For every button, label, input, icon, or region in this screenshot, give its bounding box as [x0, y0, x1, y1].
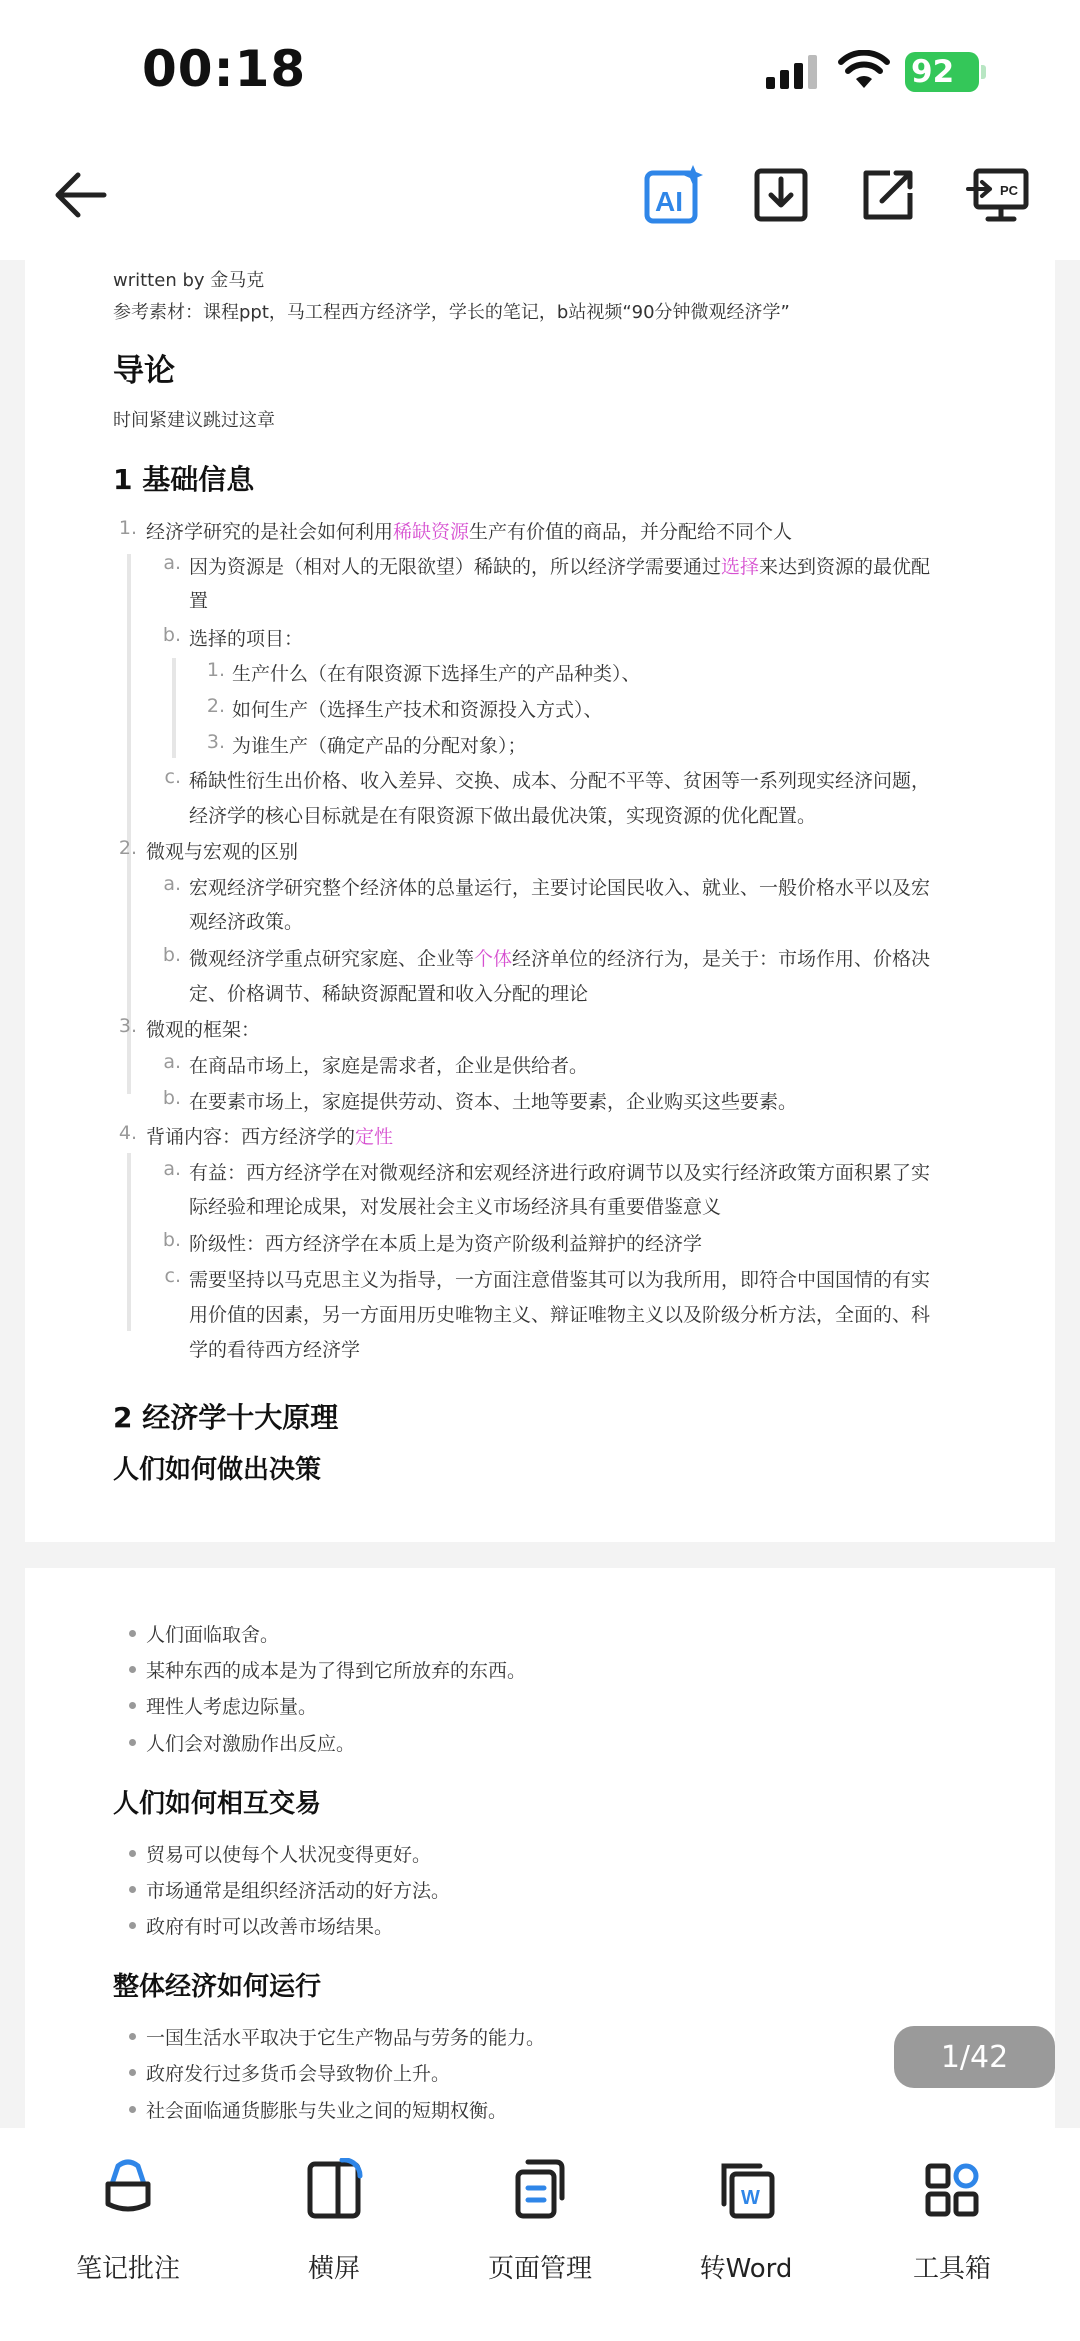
status-time: 00:18	[142, 40, 307, 98]
list-item: 在商品市场上，家庭是需求者，企业是供给者。	[189, 1055, 589, 1077]
list-item: 微观与宏观的区别	[146, 841, 299, 863]
battery-level: 92	[911, 54, 955, 90]
toolbox-label: 工具箱	[912, 2254, 991, 2284]
bullet	[129, 2069, 136, 2076]
subsection-heading: 人们如何做出决策	[113, 1455, 322, 1485]
bottom-toolbar	[0, 2128, 1080, 2341]
annotate-icon	[98, 2158, 158, 2220]
list-marker: a.	[163, 552, 181, 574]
list-item: 微观的框架：	[146, 1019, 261, 1041]
svg-text:AI: AI	[655, 186, 683, 217]
highlight-text: 稀缺资源	[393, 521, 470, 543]
list-item-cont: 置	[189, 590, 209, 612]
send-to-pc-button[interactable]	[963, 160, 1033, 230]
bullet	[129, 1850, 136, 1857]
toolbox-button[interactable]	[852, 2158, 1052, 2308]
list-item-cont: 经济学的核心目标就是在有限资源下做出最优决策，实现资源的优化配置。	[189, 805, 817, 827]
list-item: 有益：西方经济学在对微观经济和宏观经济进行政府调节以及实行经济政策方面积累了实	[189, 1162, 931, 1184]
list-marker: b.	[162, 944, 181, 966]
list-item: 人们会对激励作出反应。	[146, 1733, 356, 1755]
list-marker: b.	[162, 1229, 181, 1251]
top-toolbar	[0, 140, 1080, 260]
list-item: 如何生产（选择生产技术和资源投入方式）、	[232, 699, 603, 721]
share-icon	[860, 167, 916, 223]
bullet	[129, 2106, 136, 2113]
indent-guide	[127, 554, 131, 1094]
list-marker: 1.	[118, 517, 137, 539]
list-item: 需要坚持以马克思主义为指导，一方面注意借鉴其可以为我所用，即符合中国国情的有实	[189, 1269, 931, 1291]
section-2-heading: 2 经济学十大原理	[113, 1401, 339, 1434]
subsection-heading: 人们如何相互交易	[113, 1789, 322, 1819]
list-item: 经济学研究的是社会如何利用稀缺资源生产有价值的商品，并分配给不同个人	[146, 521, 793, 543]
ai-button[interactable]	[638, 160, 708, 230]
bullet	[129, 1666, 136, 1673]
ai-sparkle-icon	[641, 163, 705, 227]
indent-guide	[127, 1153, 131, 1331]
intro-note: 时间紧建议跳过这章	[113, 410, 275, 431]
bullet	[129, 1886, 136, 1893]
list-marker: c.	[164, 766, 181, 788]
highlight-text: 个体	[474, 948, 513, 970]
list-item: 稀缺性衍生出价格、收入差异、交换、成本、分配不平等、贫困等一系列现实经济问题，	[189, 770, 931, 792]
convert-word-icon	[716, 2158, 776, 2220]
highlight-text: 定性	[355, 1126, 394, 1148]
convert-word-button[interactable]	[646, 2158, 846, 2308]
arrow-left-icon	[52, 171, 108, 219]
landscape-label: 横屏	[307, 2254, 360, 2284]
list-item: 宏观经济学研究整个经济体的总量运行，主要讨论国民收入、就业、一般价格水平以及宏	[189, 877, 931, 899]
annotate-label: 笔记批注	[75, 2254, 180, 2284]
highlight-text: 选择	[721, 556, 760, 578]
list-item: 在要素市场上，家庭提供劳动、资本、土地等要素，企业购买这些要素。	[189, 1091, 798, 1113]
list-item: 阶级性：西方经济学在本质上是为资产阶级利益辩护的经济学	[189, 1233, 703, 1255]
list-item-cont: 观经济政策。	[189, 911, 304, 933]
rotate-landscape-icon	[304, 2158, 364, 2220]
document-page-1	[25, 260, 1055, 1542]
list-item: 微观经济学重点研究家庭、企业等个体经济单位的经济行为，是关于：市场作用、价格决	[189, 948, 931, 970]
list-item-cont: 际经验和理论成果，对发展社会主义市场经济具有重要借鉴意义	[189, 1196, 722, 1218]
page-indicator: 1/42	[894, 2026, 1055, 2088]
download-icon	[753, 167, 809, 223]
status-bar	[0, 0, 1080, 140]
list-marker: a.	[163, 1051, 181, 1073]
list-item: 某种东西的成本是为了得到它所放弃的东西。	[146, 1660, 527, 1682]
list-item: 政府发行过多货币会导致物价上升。	[146, 2063, 451, 2085]
download-button[interactable]	[746, 160, 816, 230]
bullet	[129, 1630, 136, 1637]
intro-heading: 导论	[113, 353, 175, 389]
list-item: 社会面临通货膨胀与失业之间的短期权衡。	[146, 2100, 508, 2122]
bullet	[129, 1922, 136, 1929]
list-marker: b.	[162, 1087, 181, 1109]
indent-guide	[172, 658, 176, 758]
list-item: 为谁生产（确定产品的分配对象）；	[232, 735, 527, 757]
cellular-signal-icon	[766, 55, 822, 89]
list-item: 理性人考虑边际量。	[146, 1696, 318, 1718]
list-marker: 3.	[118, 1015, 137, 1037]
list-item: 市场通常是组织经济活动的好方法。	[146, 1880, 451, 1902]
list-item: 政府有时可以改善市场结果。	[146, 1916, 394, 1938]
bullet	[129, 2033, 136, 2040]
list-item: 背诵内容：西方经济学的定性	[146, 1126, 394, 1148]
bullet	[129, 1702, 136, 1709]
list-item-cont: 学的看待西方经济学	[189, 1339, 361, 1361]
convert-word-label: 转Word	[699, 2254, 793, 2284]
list-item-cont: 定、价格调节、稀缺资源配置和收入分配的理论	[189, 983, 589, 1005]
list-item: 一国生活水平取决于它生产物品与劳务的能力。	[146, 2027, 546, 2049]
send-to-pc-icon	[966, 167, 1030, 223]
share-button[interactable]	[853, 160, 923, 230]
list-item: 选择的项目：	[189, 628, 304, 650]
annotate-button[interactable]	[28, 2158, 228, 2308]
landscape-button[interactable]	[234, 2158, 434, 2308]
list-item: 人们面临取舍。	[146, 1624, 280, 1646]
list-marker: a.	[163, 873, 181, 895]
list-marker: 4.	[118, 1122, 137, 1144]
list-item: 生产什么（在有限资源下选择生产的产品种类）、	[232, 663, 641, 685]
section-1-heading: 1 基础信息	[113, 463, 255, 496]
list-marker: a.	[163, 1158, 181, 1180]
subsection-heading: 整体经济如何运行	[113, 1972, 322, 2002]
list-item: 贸易可以使每个人状况变得更好。	[146, 1844, 432, 1866]
page-manage-button[interactable]	[440, 2158, 640, 2308]
list-marker: c.	[164, 1265, 181, 1287]
wifi-icon	[838, 50, 890, 90]
doc-references: 参考素材：课程ppt，马工程西方经济学，学长的笔记，b站视频“90分钟微观经济学”	[113, 302, 790, 323]
toolbox-icon	[922, 2158, 982, 2220]
battery-icon	[905, 52, 987, 92]
list-marker: 2.	[118, 837, 137, 859]
list-item-cont: 用价值的因素，另一方面用历史唯物主义、辩证唯物主义以及阶级分析方法，全面的、科	[189, 1304, 931, 1326]
list-marker: 2.	[206, 695, 225, 717]
list-item: 因为资源是（相对人的无限欲望）稀缺的，所以经济学需要通过选择来达到资源的最优配	[189, 556, 931, 578]
page-manage-label: 页面管理	[487, 2254, 592, 2284]
bullet	[129, 1739, 136, 1746]
back-button[interactable]	[45, 160, 115, 230]
page-manage-icon	[510, 2158, 570, 2220]
doc-author: written by 金马克	[113, 270, 265, 291]
svg-text:W: W	[741, 2187, 760, 2209]
list-marker: 3.	[206, 731, 225, 753]
list-marker: 1.	[206, 659, 225, 681]
svg-text:PC: PC	[1000, 183, 1019, 198]
list-marker: b.	[162, 624, 181, 646]
